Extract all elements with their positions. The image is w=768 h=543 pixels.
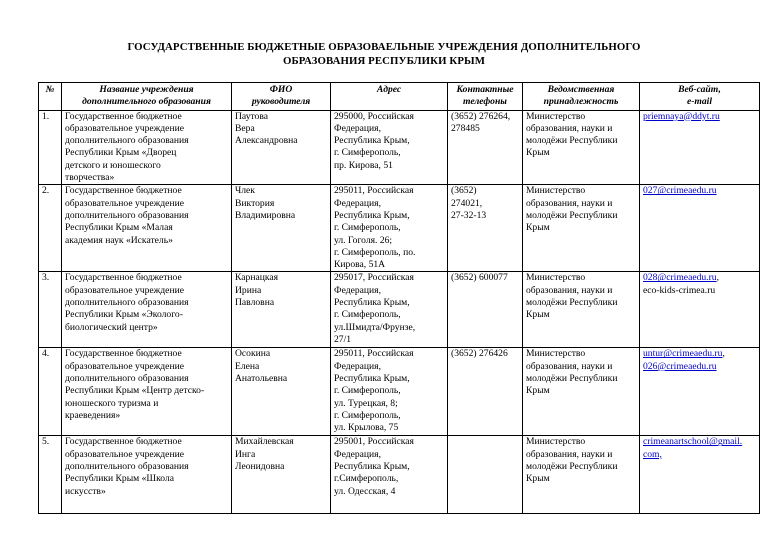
phone-line: 27-32-13 <box>451 209 487 221</box>
header-text: Веб-сайт, <box>678 84 721 95</box>
address-line: Федерация, <box>334 360 381 372</box>
header-text: руководителя <box>251 96 311 108</box>
department-line: Крым <box>526 309 550 321</box>
email-link[interactable]: priemnaya@ddyt.ru <box>643 110 720 122</box>
address-line: 295017, Российская <box>334 272 414 284</box>
institution-name-line: академия наук «Искатель» <box>65 234 173 246</box>
department-line: образования, науки и <box>526 360 613 372</box>
address-line: Федерация, <box>334 448 381 460</box>
department <box>523 348 640 436</box>
director-name-line: Анатольевна <box>235 373 288 385</box>
phone-line: (3652) <box>451 185 477 197</box>
col-head-header <box>232 83 331 111</box>
address-line: Республика Крым, <box>334 209 410 221</box>
row-number: 2. <box>39 185 62 272</box>
website-line <box>643 285 756 297</box>
phone <box>448 185 523 272</box>
institution-name-line: детского и юношеского <box>65 159 161 171</box>
phone <box>448 110 523 185</box>
col-address-header <box>331 83 448 111</box>
department <box>523 110 640 185</box>
address-line: ул. Турецкая, 8; <box>334 397 398 409</box>
institution-name-line: творчества» <box>65 172 115 184</box>
phone-line: 278485 <box>451 122 480 134</box>
table-header-row <box>39 83 760 111</box>
director-name-line: Виктория <box>235 197 275 209</box>
website-line <box>643 436 756 448</box>
website-line <box>643 348 756 360</box>
title-line-2: ОБРАЗОВАНИЯ РЕСПУБЛИКИ КРЫМ <box>282 55 486 67</box>
department-line: Крым <box>526 222 550 234</box>
website-line <box>643 361 756 373</box>
institution-name-line: дополнительного образования <box>65 461 189 473</box>
director-name-line: Вера <box>235 122 255 134</box>
department-line: молодёжи Республики <box>526 461 618 473</box>
institution-name-line: Государственное бюджетное <box>65 436 182 448</box>
department-line: молодёжи Республики <box>526 209 618 221</box>
header-text: дополнительного образования <box>82 96 211 108</box>
department-line: молодёжи Республики <box>526 135 618 147</box>
director-name <box>232 185 331 272</box>
col-department-header <box>523 83 640 111</box>
institution-name <box>62 436 232 514</box>
address-line: ул. Одесская, 4 <box>334 485 396 497</box>
institution-name-line: Республики Крым «Дворец <box>65 147 177 159</box>
table-body <box>39 110 760 514</box>
email-link[interactable]: com, <box>643 448 662 460</box>
director-name-line: Ирина <box>235 284 262 296</box>
separator: , <box>722 348 725 360</box>
address <box>331 185 448 272</box>
director-name-line: Владимировна <box>235 209 296 221</box>
address-line: 295011, Российская <box>334 185 414 197</box>
header-text: ФИО <box>269 84 293 95</box>
address <box>331 110 448 185</box>
header-text: Контактные <box>456 84 514 95</box>
director-name-line: Осокина <box>235 348 271 360</box>
phone-line: 274021, <box>451 197 483 209</box>
department-line: молодёжи Республики <box>526 373 618 385</box>
institution-name-line: дополнительного образования <box>65 297 189 309</box>
address-line: г. Симферополь, <box>334 385 401 397</box>
address-line: 27/1 <box>334 333 352 345</box>
website-text: eco-kids-crimea.ru <box>643 284 716 296</box>
department-line: Крым <box>526 147 550 159</box>
phone-line: (3652) 600077 <box>451 272 508 284</box>
phone <box>448 436 523 514</box>
website-email <box>640 348 760 436</box>
website-email <box>640 110 760 185</box>
website-email <box>640 436 760 514</box>
address-line: Республика Крым, <box>334 297 410 309</box>
address-line: Кирова, 51А <box>334 259 386 271</box>
institution-name <box>62 185 232 272</box>
institution-name-line: Республики Крым «Школа <box>65 473 175 485</box>
director-name-line: Михайлевская <box>235 436 294 448</box>
department <box>523 185 640 272</box>
email-link[interactable]: 027@crimeaedu.ru <box>643 185 717 197</box>
phone-line: (3652) 276426 <box>451 348 508 360</box>
department-line: образования, науки и <box>526 448 613 460</box>
department-line: Министерство <box>526 348 586 360</box>
institution-name-line: образовательное учреждение <box>65 197 184 209</box>
address-line: г. Симферополь, <box>334 222 401 234</box>
director-name-line: Леонидовна <box>235 461 285 473</box>
institution-name-line: образовательное учреждение <box>65 360 184 372</box>
separator: , <box>716 272 719 284</box>
department <box>523 272 640 348</box>
address-line: г. Симферополь, <box>334 147 401 159</box>
institution-name-line: образовательное учреждение <box>65 122 184 134</box>
header-text: Название учреждения <box>99 84 194 95</box>
address-line: ул. Крылова, 75 <box>334 422 399 434</box>
address-line: Республика Крым, <box>334 135 410 147</box>
director-name-line: Елена <box>235 360 260 372</box>
address-line: 295001, Российская <box>334 436 414 448</box>
department-line: образования, науки и <box>526 197 613 209</box>
address-line: г. Симферополь, <box>334 409 401 421</box>
institution-name-line: образовательное учреждение <box>65 284 184 296</box>
director-name <box>232 110 331 185</box>
address-line: Федерация, <box>334 197 381 209</box>
header-text: e-mail <box>686 96 713 108</box>
col-name-header <box>62 83 232 111</box>
address-line: Федерация, <box>334 284 381 296</box>
address <box>331 348 448 436</box>
institution-name-line: образовательное учреждение <box>65 448 184 460</box>
department-line: Министерство <box>526 110 586 122</box>
institution-name-line: Республики Крым «Эколого- <box>65 309 183 321</box>
website-line <box>643 272 756 284</box>
header-text: принадлежность <box>543 96 619 108</box>
director-name-line: Инга <box>235 448 256 460</box>
director-name <box>232 272 331 348</box>
address-line: ул. Гоголя. 26; <box>334 234 393 246</box>
director-name-line: Карнацкая <box>235 272 279 284</box>
row-number: 1. <box>39 110 62 185</box>
table-row <box>39 348 760 436</box>
address-line: 295000, Российская <box>334 110 414 122</box>
department-line: Министерство <box>526 436 586 448</box>
department <box>523 436 640 514</box>
header-text: Ведомственная <box>547 84 615 95</box>
header-text: Адрес <box>376 84 402 95</box>
phone <box>448 272 523 348</box>
institution-name-line: дополнительного образования <box>65 373 189 385</box>
institution-name-line: Государственное бюджетное <box>65 272 182 284</box>
department-line: образования, науки и <box>526 284 613 296</box>
phone-line: (3652) 276264, <box>451 110 511 122</box>
institution-name-line: юношеского туризма и <box>65 397 159 409</box>
document-title <box>0 40 768 68</box>
website-line <box>643 111 756 123</box>
address-line: г. Симферополь, по. <box>334 246 416 258</box>
director-name-line: Павловна <box>235 297 275 309</box>
col-phone-header <box>448 83 523 111</box>
phone <box>448 348 523 436</box>
address <box>331 272 448 348</box>
title-line-1: ГОСУДАРСТВЕННЫЕ БЮДЖЕТНЫЕ ОБРАЗОВАЕЛЬНЫЕ УЧРЕЖДЕНИЯ ДОПОЛНИТЕЛЬНОГО <box>127 41 641 53</box>
col-number-header <box>39 83 62 111</box>
website-line <box>643 449 756 461</box>
table-row <box>39 436 760 514</box>
address <box>331 436 448 514</box>
header-text: № <box>45 84 55 95</box>
institution-name-line: Республики Крым «Центр детско- <box>65 385 205 397</box>
header-text: телефоны <box>463 96 507 108</box>
address-line: Республика Крым, <box>334 461 410 473</box>
address-line: ул.Шмидта/Фрунзе, <box>334 321 416 333</box>
institution-name <box>62 348 232 436</box>
institution-name-line: искусств» <box>65 485 106 497</box>
institution-name-line: Республики Крым «Малая <box>65 222 173 234</box>
address-line: пр. Кирова, 51 <box>334 159 393 171</box>
institution-name-line: биологический центр» <box>65 321 158 333</box>
department-line: Крым <box>526 385 550 397</box>
address-line: Республика Крым, <box>334 373 410 385</box>
institution-name-line: краеведения» <box>65 409 121 421</box>
director-name-line: Александровна <box>235 135 298 147</box>
address-line: г. Симферополь, <box>334 309 401 321</box>
department-line: Министерство <box>526 185 586 197</box>
website-email <box>640 185 760 272</box>
institution-name <box>62 110 232 185</box>
department-line: Крым <box>526 473 550 485</box>
table-row <box>39 110 760 185</box>
email-link[interactable]: untur@crimeaedu.ru <box>643 348 723 360</box>
address-line: 295011, Российская <box>334 348 414 360</box>
website-email <box>640 272 760 348</box>
institution-name-line: дополнительного образования <box>65 209 189 221</box>
row-number: 3. <box>39 272 62 348</box>
email-link[interactable]: 026@crimeaedu.ru <box>643 360 717 372</box>
row-number: 5. <box>39 436 62 514</box>
institution-name <box>62 272 232 348</box>
department-line: молодёжи Республики <box>526 297 618 309</box>
institution-name-line: дополнительного образования <box>65 135 189 147</box>
institutions-table <box>38 82 760 514</box>
director-name <box>232 436 331 514</box>
email-link[interactable]: 028@crimeaedu.ru <box>643 272 717 284</box>
institution-name-line: Государственное бюджетное <box>65 110 182 122</box>
department-line: Министерство <box>526 272 586 284</box>
institution-name-line: Государственное бюджетное <box>65 185 182 197</box>
department-line: образования, науки и <box>526 122 613 134</box>
table-row <box>39 185 760 272</box>
address-line: Федерация, <box>334 122 381 134</box>
address-line: г.Симферополь, <box>334 473 399 485</box>
director-name-line: Паутова <box>235 110 269 122</box>
director-name <box>232 348 331 436</box>
email-link[interactable]: crimeanartschool@gmail. <box>643 436 743 448</box>
row-number: 4. <box>39 348 62 436</box>
col-website-header <box>640 83 760 111</box>
institution-name-line: Государственное бюджетное <box>65 348 182 360</box>
director-name-line: Члек <box>235 185 255 197</box>
table-row <box>39 272 760 348</box>
website-line <box>643 185 756 197</box>
